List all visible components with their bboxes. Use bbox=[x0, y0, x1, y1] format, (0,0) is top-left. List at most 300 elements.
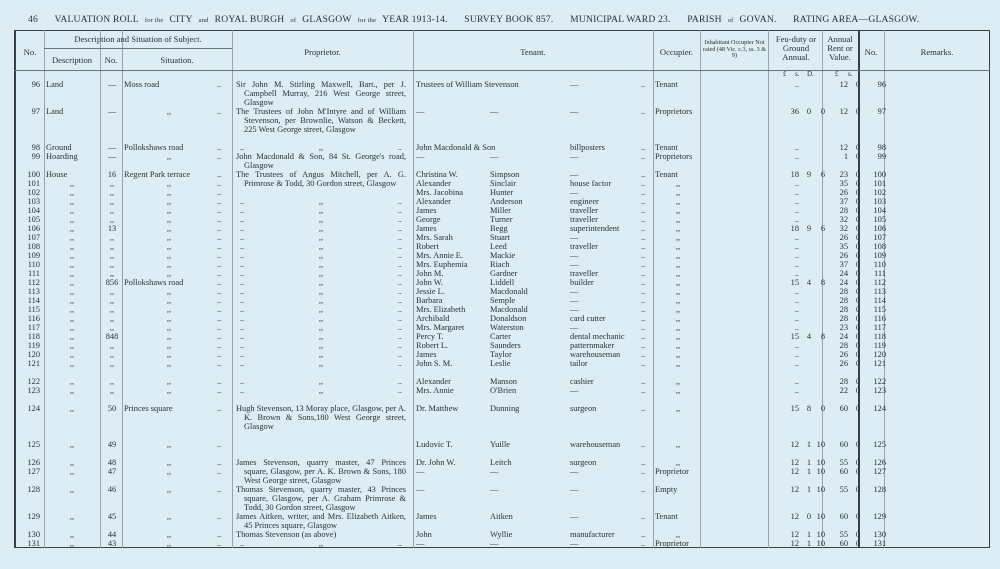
feu-pounds: .. bbox=[794, 377, 799, 386]
situation: ,, bbox=[166, 224, 172, 233]
rent-pounds: 24 bbox=[839, 269, 848, 278]
rent-shillings: 0 bbox=[855, 206, 860, 215]
proprietor: .. ,, .. bbox=[234, 197, 408, 206]
row-no-right: 126 bbox=[873, 458, 886, 467]
rent-pounds: 12 bbox=[839, 80, 848, 89]
feu-pence: 10 bbox=[816, 467, 825, 476]
proprietor: .. ,, .. bbox=[234, 350, 408, 359]
tenant-first: Alexander bbox=[416, 377, 451, 386]
house-number: 45 bbox=[107, 512, 117, 521]
occupier: ,, bbox=[675, 440, 681, 449]
feu-pounds: 15 bbox=[790, 278, 799, 287]
row-no: 114 bbox=[27, 296, 40, 305]
tenant-last: — bbox=[490, 539, 499, 548]
row-no-right: 117 bbox=[873, 323, 886, 332]
proprietor: .. ,, .. bbox=[234, 143, 408, 152]
house-number: ,, bbox=[109, 197, 115, 206]
tenant-first: James bbox=[416, 512, 437, 521]
rent-pounds: 23 bbox=[839, 323, 848, 332]
row-no-right: 131 bbox=[873, 539, 886, 548]
feu-unit-pounds: £ bbox=[783, 70, 787, 78]
header-rule bbox=[14, 70, 990, 71]
situation: ,, bbox=[166, 152, 172, 161]
house-number: 16 bbox=[107, 170, 117, 179]
proprietor: .. ,, .. bbox=[234, 206, 408, 215]
description: ,, bbox=[69, 296, 75, 305]
rent-shillings: 0 bbox=[855, 287, 860, 296]
description: ,, bbox=[69, 458, 75, 467]
feu-pounds: 15 bbox=[790, 332, 799, 341]
tenant-last: Mackie bbox=[490, 251, 516, 260]
proprietor: .. ,, .. bbox=[234, 296, 408, 305]
row-no-right: 130 bbox=[873, 530, 886, 539]
table-row bbox=[14, 80, 990, 107]
situation: ,, bbox=[166, 215, 172, 224]
header-num: No. bbox=[104, 55, 118, 65]
feu-pence: 10 bbox=[816, 458, 825, 467]
situation: ,, bbox=[166, 458, 172, 467]
tenant-occupation: — bbox=[570, 512, 579, 521]
description: ,, bbox=[69, 350, 75, 359]
house-number: ,, bbox=[109, 350, 115, 359]
situation: ,, bbox=[166, 197, 172, 206]
table-row bbox=[14, 323, 990, 332]
description: ,, bbox=[69, 440, 75, 449]
occupier: Empty bbox=[655, 485, 678, 494]
tenant-occupation: builder bbox=[570, 278, 594, 287]
tenant-last: Stuart bbox=[490, 233, 511, 242]
table-row bbox=[14, 287, 990, 296]
tenant-last: Donaldson bbox=[490, 314, 527, 323]
house-number: ,, bbox=[109, 359, 115, 368]
page-number: 46 bbox=[28, 14, 38, 25]
header-proprietor: Proprietor. bbox=[304, 47, 341, 57]
title-text: of bbox=[290, 17, 297, 24]
tenant-first: Ludovic T. bbox=[416, 440, 453, 449]
rent-pounds: 60 bbox=[839, 467, 848, 476]
tenant-occupation: — bbox=[570, 305, 579, 314]
ward: MUNICIPAL WARD 23. bbox=[570, 14, 671, 25]
situation: ,, bbox=[166, 332, 172, 341]
situation: ,, bbox=[166, 296, 172, 305]
row-no: 96 bbox=[31, 80, 40, 89]
tenant-occupation: engineer bbox=[570, 197, 599, 206]
proprietor: .. ,, .. bbox=[234, 251, 408, 260]
row-no-right: 112 bbox=[873, 278, 886, 287]
feu-shillings: 4 bbox=[806, 278, 811, 287]
row-no: 99 bbox=[31, 152, 40, 161]
occupier: ,, bbox=[675, 341, 681, 350]
rent-shillings: 0 bbox=[855, 359, 860, 368]
situation: ,, bbox=[166, 485, 172, 494]
proprietor: .. ,, .. bbox=[234, 305, 408, 314]
house-number: ,, bbox=[109, 242, 115, 251]
tenant-occupation: dental mechanic bbox=[570, 332, 625, 341]
tenant-last: Dunning bbox=[490, 404, 520, 413]
rent-pounds: 26 bbox=[839, 359, 848, 368]
house-number: ,, bbox=[109, 296, 115, 305]
row-no: 131 bbox=[27, 539, 40, 548]
feu-shillings: 1 bbox=[806, 485, 811, 494]
row-no: 105 bbox=[27, 215, 40, 224]
survey-book: SURVEY BOOK 857. bbox=[464, 14, 554, 25]
tenant-first: Barbara bbox=[416, 296, 443, 305]
situation: ,, bbox=[166, 386, 172, 395]
tenant-last: Aitken bbox=[490, 512, 513, 521]
tenant-occupation: — bbox=[570, 80, 579, 89]
proprietor: Hugh Stevenson, 13 Moray place, Glasgow, per A. K. Brown & Sons,180 West George street, Glasgow bbox=[236, 404, 406, 431]
tenant-first: Mrs. Margaret bbox=[416, 323, 465, 332]
situation: ,, bbox=[166, 440, 172, 449]
house-number: ,, bbox=[109, 233, 115, 242]
rating-area: RATING AREA—GLASGOW. bbox=[793, 14, 920, 25]
rent-pounds: 26 bbox=[839, 251, 848, 260]
house-number: 848 bbox=[105, 332, 119, 341]
description: ,, bbox=[69, 512, 75, 521]
feu-pounds: 12 bbox=[790, 512, 799, 521]
feu-shillings: 4 bbox=[806, 332, 811, 341]
row-no-right: 105 bbox=[873, 215, 886, 224]
description: House bbox=[46, 170, 68, 179]
occupier: ,, bbox=[675, 188, 681, 197]
rent-pounds: 26 bbox=[839, 233, 848, 242]
rent-shillings: 0 bbox=[855, 233, 860, 242]
rent-pounds: 12 bbox=[839, 107, 848, 116]
tenant-occupation: — bbox=[570, 323, 579, 332]
row-no-right: 111 bbox=[874, 269, 886, 278]
feu-pence: 0 bbox=[820, 404, 825, 413]
situation: ,, bbox=[166, 251, 172, 260]
tenant-last: Miller bbox=[490, 206, 511, 215]
row-no-right: 118 bbox=[873, 332, 886, 341]
situation: ,, bbox=[166, 305, 172, 314]
rent-shillings: 0 bbox=[855, 251, 860, 260]
row-no: 104 bbox=[27, 206, 40, 215]
tenant-last: Wyllie bbox=[490, 530, 513, 539]
tenant-occupation: — bbox=[570, 188, 579, 197]
feu-pounds: 12 bbox=[790, 530, 799, 539]
description: Ground bbox=[46, 143, 72, 152]
situation: ,, bbox=[166, 323, 172, 332]
situation: ,, bbox=[166, 350, 172, 359]
feu-pounds: 12 bbox=[790, 440, 799, 449]
table-row bbox=[14, 197, 990, 206]
tenant-last: Leslie bbox=[490, 359, 511, 368]
feu-shillings: 1 bbox=[806, 440, 811, 449]
rent-pounds: 37 bbox=[839, 197, 848, 206]
tenant-occupation: surgeon bbox=[570, 458, 597, 467]
proprietor: .. ,, .. bbox=[234, 242, 408, 251]
row-no-right: 107 bbox=[873, 233, 886, 242]
occupier: Proprietors bbox=[655, 107, 693, 116]
row-no: 115 bbox=[27, 305, 40, 314]
row-no-right: 106 bbox=[873, 224, 886, 233]
tenant-first: James bbox=[416, 224, 437, 233]
tenant-last: Turner bbox=[490, 215, 513, 224]
rent-pounds: 32 bbox=[839, 224, 848, 233]
tenant-occupation: traveller bbox=[570, 269, 598, 278]
tenant-last: Liddell bbox=[490, 278, 515, 287]
situation: ,, bbox=[166, 188, 172, 197]
house-number: 49 bbox=[107, 440, 117, 449]
house-number: 47 bbox=[107, 467, 117, 476]
table-row bbox=[14, 341, 990, 350]
description: ,, bbox=[69, 179, 75, 188]
proprietor: .. ,, .. bbox=[234, 278, 408, 287]
tenant-first: Mrs. Euphemia bbox=[416, 260, 468, 269]
rent-pounds: 28 bbox=[839, 206, 848, 215]
row-no: 109 bbox=[27, 251, 40, 260]
tenant-first: Mrs. Jacobina bbox=[416, 188, 463, 197]
house-number: — bbox=[107, 143, 117, 152]
row-no: 119 bbox=[27, 341, 40, 350]
rent-pounds: 60 bbox=[839, 539, 848, 548]
house-number: — bbox=[107, 80, 117, 89]
house-number: ,, bbox=[109, 188, 115, 197]
occupier: ,, bbox=[675, 359, 681, 368]
feu-pounds: .. bbox=[794, 287, 799, 296]
proprietor: .. ,, .. bbox=[234, 224, 408, 233]
row-no-right: 114 bbox=[873, 296, 886, 305]
occupier: Tenant bbox=[655, 170, 678, 179]
tenant-last: Sinclair bbox=[490, 179, 517, 188]
situation: ,, bbox=[166, 314, 172, 323]
row-no-right: 127 bbox=[873, 467, 886, 476]
tenant-first: — bbox=[416, 152, 425, 161]
feu-pounds: .. bbox=[794, 350, 799, 359]
description: ,, bbox=[69, 467, 75, 476]
rent-shillings: 0 bbox=[855, 179, 860, 188]
row-no: 107 bbox=[27, 233, 40, 242]
occupier: ,, bbox=[675, 179, 681, 188]
rent-shillings: 0 bbox=[855, 80, 860, 89]
table-row bbox=[14, 143, 990, 152]
tenant-occupation: billposters bbox=[570, 143, 605, 152]
table-row bbox=[14, 296, 990, 305]
title-text: GLASGOW bbox=[302, 14, 352, 25]
table-row bbox=[14, 179, 990, 188]
rent-shillings: 0 bbox=[855, 215, 860, 224]
tenant-last: O'Brien bbox=[490, 386, 517, 395]
table-row bbox=[14, 260, 990, 269]
occupier: ,, bbox=[675, 224, 681, 233]
tenant-last: Macdonald bbox=[490, 287, 528, 296]
rent-pounds: 28 bbox=[839, 377, 848, 386]
proprietor: .. ,, .. bbox=[234, 539, 408, 548]
parish: of bbox=[727, 17, 734, 24]
description: ,, bbox=[69, 386, 75, 395]
proprietor: .. ,, .. bbox=[234, 359, 408, 368]
description: Hoarding bbox=[46, 152, 78, 161]
proprietor: James Stevenson, quarry master, 47 Princes square, Glasgow, per A. K. Brown & Sons, 180 West George street, Glasgow bbox=[236, 458, 406, 485]
table-row bbox=[14, 350, 990, 359]
row-no: 101 bbox=[27, 179, 40, 188]
tenant-last: Carter bbox=[490, 332, 511, 341]
row-no: 103 bbox=[27, 197, 40, 206]
tenant-occupation: — bbox=[570, 386, 579, 395]
occupier: ,, bbox=[675, 296, 681, 305]
proprietor: .. ,, .. bbox=[234, 269, 408, 278]
rent-shillings: 0 bbox=[855, 269, 860, 278]
house-number: ,, bbox=[109, 386, 115, 395]
description: ,, bbox=[69, 269, 75, 278]
feu-pence: 10 bbox=[816, 485, 825, 494]
tenant-last: Manson bbox=[490, 377, 517, 386]
house-number: — bbox=[107, 152, 117, 161]
table-row bbox=[14, 188, 990, 197]
rent-shillings: 0 bbox=[855, 458, 860, 467]
description: ,, bbox=[69, 314, 75, 323]
proprietor: John Macdonald & Son, 84 St. George's road, Glasgow bbox=[236, 152, 406, 170]
occupier: Tenant bbox=[655, 80, 678, 89]
tenant-occupation: warehouseman bbox=[570, 350, 621, 359]
feu-pence: 8 bbox=[820, 278, 825, 287]
tenant-first: — bbox=[416, 539, 425, 548]
table-row bbox=[14, 224, 990, 233]
table-row bbox=[14, 377, 990, 386]
feu-shillings: 1 bbox=[806, 530, 811, 539]
situation: Pollokshaws road bbox=[124, 278, 184, 287]
feu-shillings: 0 bbox=[806, 512, 811, 521]
description: ,, bbox=[69, 206, 75, 215]
rent-shillings: 0 bbox=[855, 197, 860, 206]
occupier: ,, bbox=[675, 458, 681, 467]
row-no: 98 bbox=[31, 143, 40, 152]
table-row bbox=[14, 269, 990, 278]
occupier: ,, bbox=[675, 350, 681, 359]
row-no: 111 bbox=[28, 269, 40, 278]
row-no-right: 120 bbox=[873, 350, 886, 359]
tenant-occupation: — bbox=[570, 170, 579, 179]
table-row bbox=[14, 539, 990, 548]
description: ,, bbox=[69, 251, 75, 260]
row-no: 126 bbox=[27, 458, 40, 467]
tenant-last: Begg bbox=[490, 224, 508, 233]
situation: Princes square bbox=[124, 404, 173, 413]
house-number: ,, bbox=[109, 179, 115, 188]
tenant-occupation: — bbox=[570, 539, 579, 548]
occupier: ,, bbox=[675, 269, 681, 278]
rent-shillings: 0 bbox=[855, 467, 860, 476]
row-no: 123 bbox=[27, 386, 40, 395]
rent-pounds: 26 bbox=[839, 350, 848, 359]
house-number: ,, bbox=[109, 215, 115, 224]
table-row bbox=[14, 512, 990, 530]
proprietor: .. ,, .. bbox=[234, 233, 408, 242]
rent-pounds: 28 bbox=[839, 341, 848, 350]
occupier: ,, bbox=[675, 314, 681, 323]
row-no-right: 97 bbox=[877, 107, 886, 116]
rent-pounds: 32 bbox=[839, 215, 848, 224]
tenant-occupation: — bbox=[570, 107, 579, 116]
rent-pounds: 55 bbox=[839, 485, 848, 494]
feu-pounds: .. bbox=[794, 305, 799, 314]
situation: Moss road bbox=[124, 80, 160, 89]
table-row bbox=[14, 242, 990, 251]
feu-pounds: .. bbox=[794, 341, 799, 350]
situation: ,, bbox=[166, 206, 172, 215]
rent-shillings: 0 bbox=[855, 152, 860, 161]
house-number: 50 bbox=[107, 404, 117, 413]
feu-shillings: 9 bbox=[806, 170, 811, 179]
feu-pence: 6 bbox=[820, 170, 825, 179]
feu-unit-shillings: s. bbox=[795, 70, 800, 78]
header-inhabitant: Inhabitant Occupier Not rated (48 Vic. c.3, ss. 3 & 9) bbox=[702, 39, 767, 59]
description: ,, bbox=[69, 197, 75, 206]
feu-pounds: .. bbox=[794, 80, 799, 89]
description: ,, bbox=[69, 323, 75, 332]
description: ,, bbox=[69, 404, 75, 413]
title-text: VALUATION ROLL bbox=[54, 14, 139, 25]
rent-shillings: 0 bbox=[855, 539, 860, 548]
house-number: ,, bbox=[109, 251, 115, 260]
description: ,, bbox=[69, 242, 75, 251]
rent-pounds: 60 bbox=[839, 440, 848, 449]
row-no-right: 109 bbox=[873, 251, 886, 260]
rent-shillings: 0 bbox=[855, 278, 860, 287]
situation: ,, bbox=[166, 539, 172, 548]
table-row bbox=[14, 404, 990, 431]
description: ,, bbox=[69, 332, 75, 341]
house-number: 856 bbox=[105, 278, 119, 287]
occupier: ,, bbox=[675, 242, 681, 251]
feu-pounds: .. bbox=[794, 251, 799, 260]
tenant-occupation: — bbox=[570, 467, 579, 476]
feu-pounds: .. bbox=[794, 269, 799, 278]
header-remarks: Remarks. bbox=[920, 47, 954, 57]
row-no-right: 116 bbox=[873, 314, 886, 323]
proprietor: Sir John M. Stirling Maxwell, Bart., per J. Campbell Murray, 216 West George street, Glasgow bbox=[236, 80, 406, 107]
proprietor: The Trustees of Angus Mitchell, per A. G. Primrose & Todd, 30 Gordon street, Glasgow bbox=[236, 170, 406, 188]
tenant-last: Gardner bbox=[490, 269, 518, 278]
row-no-right: 104 bbox=[873, 206, 886, 215]
tenant-occupation: surgeon bbox=[570, 404, 597, 413]
house-number: ,, bbox=[109, 260, 115, 269]
tenant-occupation: warehouseman bbox=[570, 440, 621, 449]
feu-pence: 10 bbox=[816, 512, 825, 521]
tenant-first: John S. M. bbox=[416, 359, 453, 368]
proprietor: .. ,, .. bbox=[234, 377, 408, 386]
feu-pounds: .. bbox=[794, 179, 799, 188]
row-no: 116 bbox=[27, 314, 40, 323]
occupier: ,, bbox=[675, 287, 681, 296]
proprietor: .. ,, .. bbox=[234, 215, 408, 224]
proprietor: Thomas Stevenson (as above) bbox=[236, 530, 337, 539]
occupier: ,, bbox=[675, 332, 681, 341]
feu-pounds: 18 bbox=[790, 224, 799, 233]
feu-pounds: .. bbox=[794, 152, 799, 161]
tenant-occupation: card cutter bbox=[570, 314, 606, 323]
occupier: ,, bbox=[675, 404, 681, 413]
tenant-occupation: cashier bbox=[570, 377, 594, 386]
tenant-occupation: traveller bbox=[570, 242, 598, 251]
row-no-right: 108 bbox=[873, 242, 886, 251]
situation: ,, bbox=[166, 377, 172, 386]
occupier: ,, bbox=[675, 197, 681, 206]
occupier: ,, bbox=[675, 215, 681, 224]
tenant-first: Robert L. bbox=[416, 341, 449, 350]
tenant-first: — bbox=[416, 467, 425, 476]
table-row bbox=[14, 314, 990, 323]
house-number: ,, bbox=[109, 287, 115, 296]
rent-pounds: 23 bbox=[839, 170, 848, 179]
rent-pounds: 28 bbox=[839, 287, 848, 296]
description: ,, bbox=[69, 530, 75, 539]
feu-pence: 8 bbox=[820, 332, 825, 341]
table-row bbox=[14, 440, 990, 449]
proprietor: .. ,, .. bbox=[234, 332, 408, 341]
house-number: — bbox=[107, 107, 117, 116]
